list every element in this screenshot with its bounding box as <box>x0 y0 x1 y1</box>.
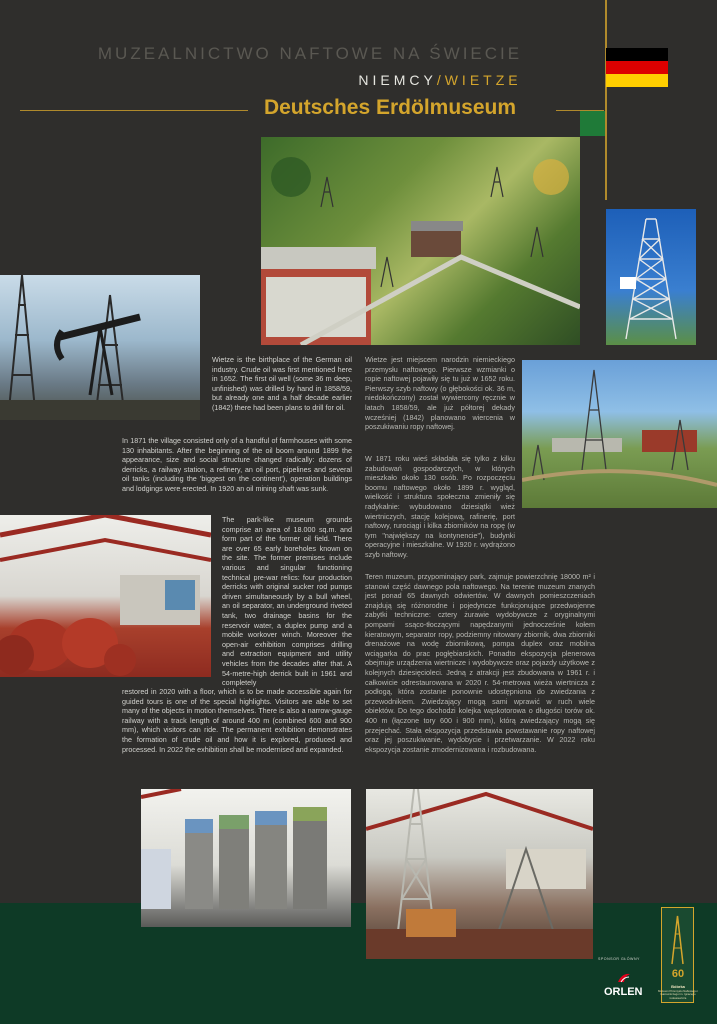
park-derricks-photo <box>522 360 717 508</box>
text-pl-p2: W 1871 roku wieś składała się tylko z kilku zabudowań gospodarczych, w których mieszkało około 130 osób. Po rozpoczęciu boomu naftowego około 1899 r. wygląd, wielkość i struktura społeczna zmieniły się radykalnie: wybudowano dziesiątki wież wiertniczych, stację kolejową, rafinerię, port naftowy, rurociągi i kilka zbiorników na ropę (w tym "największy na kontynencie"), budynki operacyjne i mieszkalne. W 1920 r. wydrążono szyb naftowy. <box>365 454 515 559</box>
flag-stripe-black <box>606 48 668 61</box>
german-flag-icon <box>606 48 668 87</box>
sponsor-label: SPONSOR GŁÓWNY <box>598 957 640 961</box>
flag-stripe-gold <box>606 74 668 87</box>
text-en-p3b: restored in 2020 with a floor, which is to be made accessible again for guided tours is one of the special highlights. Visitors are able to set many of the objects in motion themselves. There is also a narrow-gauge railway with a track length of around 400 m (combined 600 and 900 mm), which visitors can ride. The permanent exhibition demonstrates the formation of crude oil and how it is explored, produced and processed. In 2022 the exhibition shall be modernised and expanded. <box>122 687 352 754</box>
orlen-eagle-icon <box>617 972 631 984</box>
pumpjack-photo <box>0 275 200 420</box>
museum-hall-photo <box>0 515 211 677</box>
text-en-p1: Wietze is the birthplace of the German oil industry. Crude oil was first mentioned here in 1652. The first oil well (some 36 m deep, unfinished) was drilled by hand in 1858/59, but already one and a half decade earlier (1842) there had been plans to drill for oil. <box>212 355 352 412</box>
derrick-emblem-icon <box>662 908 693 968</box>
header-region <box>300 72 580 88</box>
header-kicker: MUZEALNICTWO NAFTOWE NA ŚWIECIE <box>97 44 523 63</box>
text-pl-p3: Teren muzeum, przypominający park, zajmuje powierzchnię 18000 m² i stanowi część dawnego pola naftowego. Na terenie muzeum znanych jest ponad 65 dawnych odwiertów. W dawnych pomieszczeniach znajdują się różnorodne i pojedyncze funkcjonujące przedwojenne zabytki techniczne: cztery żurawie wydobywcze z oryginalnymi pompami ssąco-tłoczącymi napędzanymi jednocześnie kołem kieratowym, separator ropy, podziemny nitowany zbiornik, dwa zbiorniki drenażowe na wodę zbiornikową, pompa duplex oraz mobilna wciągarka do prac pogłębiarskich. Ponadto ekspozycja plenerowa obejmuje urządzenia wiertnicze i wydobywcze oraz pojazdy użytkowe z kolejnych dziesięcioleci. Jedną z atrakcji jest zbudowana w 1961 r. i całkowicie odrestaurowana w 2020 r. 54-metrowa wieża wiertnicza z podłogą, która zostanie ponownie udostępniona do zwiedzania z przewodnikiem. Zwiedzający mogą sami wprawić w ruch wiele obiektów. Do tego dochodzi kolejka wąskotorowa o długości torów ok. 400 m (łączone tory 600 i 900 mm), którą zwiedzający mogą się przejechać. Stała ekspozycja przedstawia powstawanie ropy naftowej oraz jej poszukiwanie, wydobycie i przetwarzanie. W 2022 roku ekspozycja zostanie zmodernizowana i rozbudowana. <box>365 572 595 754</box>
region-separator: / <box>436 72 445 88</box>
indoor-derrick-photo <box>366 789 593 959</box>
badge-number: 60 <box>671 968 685 980</box>
town-label: WIETZE <box>444 72 522 88</box>
flag-stripe-red <box>606 61 668 74</box>
badge-title: Bóbrka <box>671 984 685 989</box>
derrick-tower-photo <box>606 209 696 345</box>
orlen-logo: ORLEN <box>604 986 643 998</box>
text-pl-p1: Wietze jest miejscem narodzin niemieckiego przemysłu naftowego. Pierwsze wzmianki o ropie naftowej pojawiły się tu już w 1652 roku. Pierwszy szyb naftowy (o głębokości ok. 36 m, niedokończony) został wywiercony ręcznie w latach 1858/59, ale już półtorej dekady wcześniej (1842) planowano wiercenia w poszukiwaniu ropy naftowej. <box>365 355 515 432</box>
exhibition-boards-photo <box>141 789 351 927</box>
country-label: NIEMCY <box>358 72 437 88</box>
text-en-p3a: The park-like museum grounds comprise an area of 18.000 sq.m. and form part of the former oil field. There are over 65 early boreholes known on the site. The former premises include various and singular functioning technical pre-war relics: four production derricks with original sucker rod pumps driven simultaneously by a bull wheel, an oil separator, an underground riveted tank, two drainage basins for the reservoir water, a duplex pump and a mobile workover winch. Moreover the open-air exhibition comprises drilling and extraction equipment and utility vehicles from the decades after that. A 54-metre-high derrick built in 1961 and completely <box>222 515 352 688</box>
footer-band <box>0 903 717 1024</box>
page-title: Deutsches Erdölmuseum <box>263 96 517 119</box>
aerial-museum-photo <box>261 137 580 345</box>
header-vertical-rule <box>605 0 607 200</box>
badge-subtitle: Muzeum Przemysłu Naftowego i Gazowniczego im. Ignacego Łukasiewicza <box>657 989 699 1000</box>
text-en-p2: In 1871 the village consisted only of a handful of farmhouses with some 130 inhabitants. After the beginning of the oil boom around 1899 the appearance, size and social structure changed radically: dozens of derricks, a railway station, a refinery, an oil port, pipelines and several oil tanks (including the 'biggest on the continent'), operation buildings and lodgings were erected. In 1920 an oil mining shaft was sunk. <box>122 436 352 493</box>
